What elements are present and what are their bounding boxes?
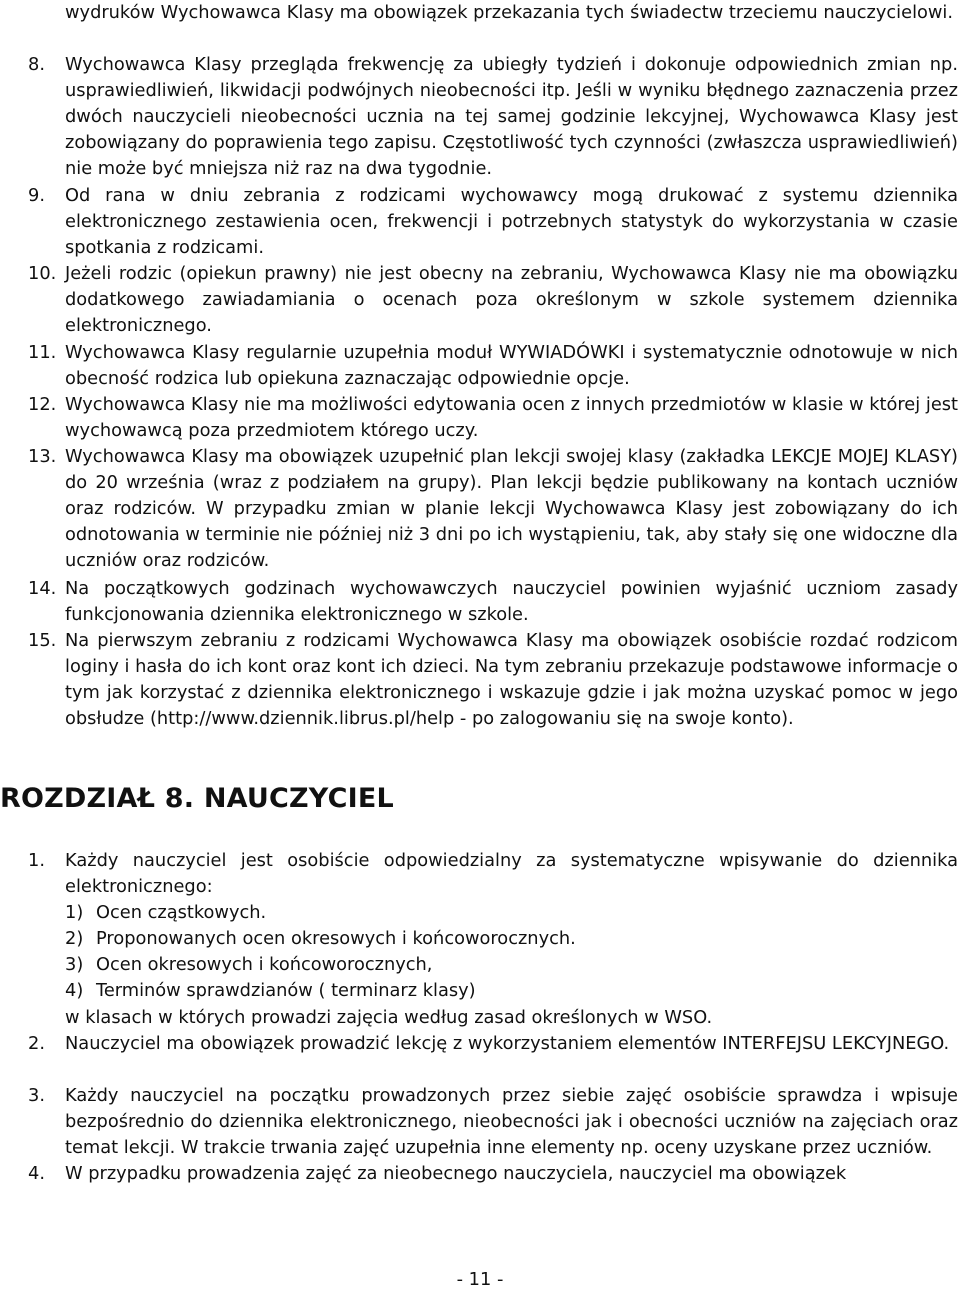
list-number: 12. (28, 394, 57, 415)
list-number: 13. (28, 446, 57, 467)
list-text: Każdy nauczyciel na początku prowadzonych przez siebie zajęć osobiście sprawdza i wpisuje bezpośrednio do dziennika elektronicznego, nieobecności jak i obecności uczniów na zajęciach oraz temat lekcji. W trakcie trwania zajęć uzupełnia inne elementy np. oceny uzyskane przez uczniów. (65, 1085, 958, 1158)
subitem-number: 2) (65, 928, 84, 949)
teacher-item-2 (28, 1031, 958, 1057)
list-item-15 (28, 628, 958, 732)
list-text: Wychowawca Klasy regularnie uzupełnia moduł WYWIADÓWKI i systematycznie odnotowuje w nich obecność rodzica lub opiekuna zaznaczając odpowiednie opcje. (65, 342, 958, 389)
subitem-text: Ocen cząstkowych. (96, 902, 267, 923)
subitem-text: Proponowanych ocen okresowych i końcoworocznych. (96, 928, 576, 949)
list-item-13 (28, 444, 958, 574)
list-text: Każdy nauczyciel jest osobiście odpowiedzialny za systematyczne wpisywanie do dziennika elektronicznego: (65, 850, 958, 897)
list-text: Nauczyciel ma obowiązek prowadzić lekcję z wykorzystaniem elementów INTERFEJSU LEKCYJNEGO. (65, 1033, 950, 1054)
list-number: 15. (28, 630, 57, 651)
subitem-number: 3) (65, 954, 84, 975)
list-text: Na początkowych godzinach wychowawczych nauczyciel powinien wyjaśnić uczniom zasady funkcjonowania dziennika elektronicznego w szkole. (65, 578, 958, 625)
subitem-4 (65, 978, 945, 1004)
list-number: 1. (28, 850, 45, 871)
list-text: Od rana w dniu zebrania z rodzicami wychowawcy mogą drukować z systemu dziennika elektronicznego zestawienia ocen, frekwencji i potrzebnych statystyk do wykorzystania w czasie spotkania z rodzicami. (65, 185, 958, 258)
subitem-2 (65, 926, 945, 952)
subitem-3 (65, 952, 945, 978)
continuation-paragraph: wydruków Wychowawca Klasy ma obowiązek przekazania tych świadectw trzeciemu nauczycielowi. (65, 2, 954, 23)
list-text: Wychowawca Klasy ma obowiązek uzupełnić plan lekcji swojej klasy (zakładka LEKCJE MOJEJ KLASY) do 20 września (wraz z podziałem na grupy). Plan lekcji będzie publikowany na kontach uczniów oraz rodziców. W przypadku zmian w planie lekcji Wychowawca Klasy jest zobowiązany do ich odnotowania w terminie nie później niż 3 dni po ich wystąpieniu, tak, aby stały się one widoczne dla uczniów oraz rodziców. (65, 446, 958, 571)
list-item-12 (28, 392, 958, 444)
list-text: Na pierwszym zebraniu z rodzicami Wychowawca Klasy ma obowiązek osobiście rozdać rodzicom loginy i hasła do ich kont oraz kont ich dzieci. Na tym zebraniu przekazuje podstawowe informacje o tym jak korzystać z dziennika elektronicznego i wskazuje gdzie i jak można uzyskać pomoc w jego obsłudze (http://www.dziennik.librus.pl/help - po zalogowaniu się na swoje konto). (65, 630, 958, 729)
subitem-1 (65, 900, 945, 926)
list-text: Wychowawca Klasy przegląda frekwencję za ubiegły tydzień i dokonuje odpowiednich zmian np. usprawiedliwień, likwidacji podwójnych nieobecności itp. Jeśli w wyniku błędnego zaznaczenia przez dwóch nauczycieli nieobecności ucznia na tej samej godzinie lekcyjnej, Wychowawca Klasy jest zobowiązany do poprawienia tego zapisu. Częstotliwość tych czynności (zwłaszcza usprawiedliwień) nie może być mniejsza niż raz na dwa tygodnie. (65, 54, 958, 179)
chapter-heading: ROZDZIAŁ 8. NAUCZYCIEL (0, 783, 394, 814)
list-text: Jeżeli rodzic (opiekun prawny) nie jest obecny na zebraniu, Wychowawca Klasy nie ma obowiązku dodatkowego zawiadamiania o ocenach poza określonym w szkole systemem dziennika elektronicznego. (65, 263, 958, 336)
subitem-text: Terminów sprawdzianów ( terminarz klasy) (96, 980, 476, 1001)
list-item-9 (28, 183, 958, 261)
list-number: 2. (28, 1033, 45, 1054)
teacher-item-4 (28, 1161, 958, 1187)
subitem-number: 1) (65, 902, 84, 923)
list-number: 10. (28, 263, 57, 284)
subitems-tail: w klasach w których prowadzi zajęcia według zasad określonych w WSO. (65, 1007, 713, 1028)
list-item-11 (28, 340, 958, 392)
list-number: 14. (28, 578, 57, 599)
teacher-item-1 (28, 848, 958, 900)
list-item-10 (28, 261, 958, 339)
list-number: 11. (28, 342, 57, 363)
list-number: 9. (28, 185, 45, 206)
page-number: - 11 - (456, 1269, 504, 1290)
list-item-8 (28, 52, 958, 182)
list-number: 4. (28, 1163, 45, 1184)
list-number: 8. (28, 54, 45, 75)
teacher-item-3 (28, 1083, 958, 1161)
list-text: W przypadku prowadzenia zajęć za nieobecnego nauczyciela, nauczyciel ma obowiązek (65, 1163, 847, 1184)
list-item-14 (28, 576, 958, 628)
list-text: Wychowawca Klasy nie ma możliwości edytowania ocen z innych przedmiotów w klasie w której jest wychowawcą poza przedmiotem którego uczy. (65, 394, 958, 441)
subitem-text: Ocen okresowych i końcoworocznych, (96, 954, 433, 975)
subitem-number: 4) (65, 980, 84, 1001)
list-number: 3. (28, 1085, 45, 1106)
